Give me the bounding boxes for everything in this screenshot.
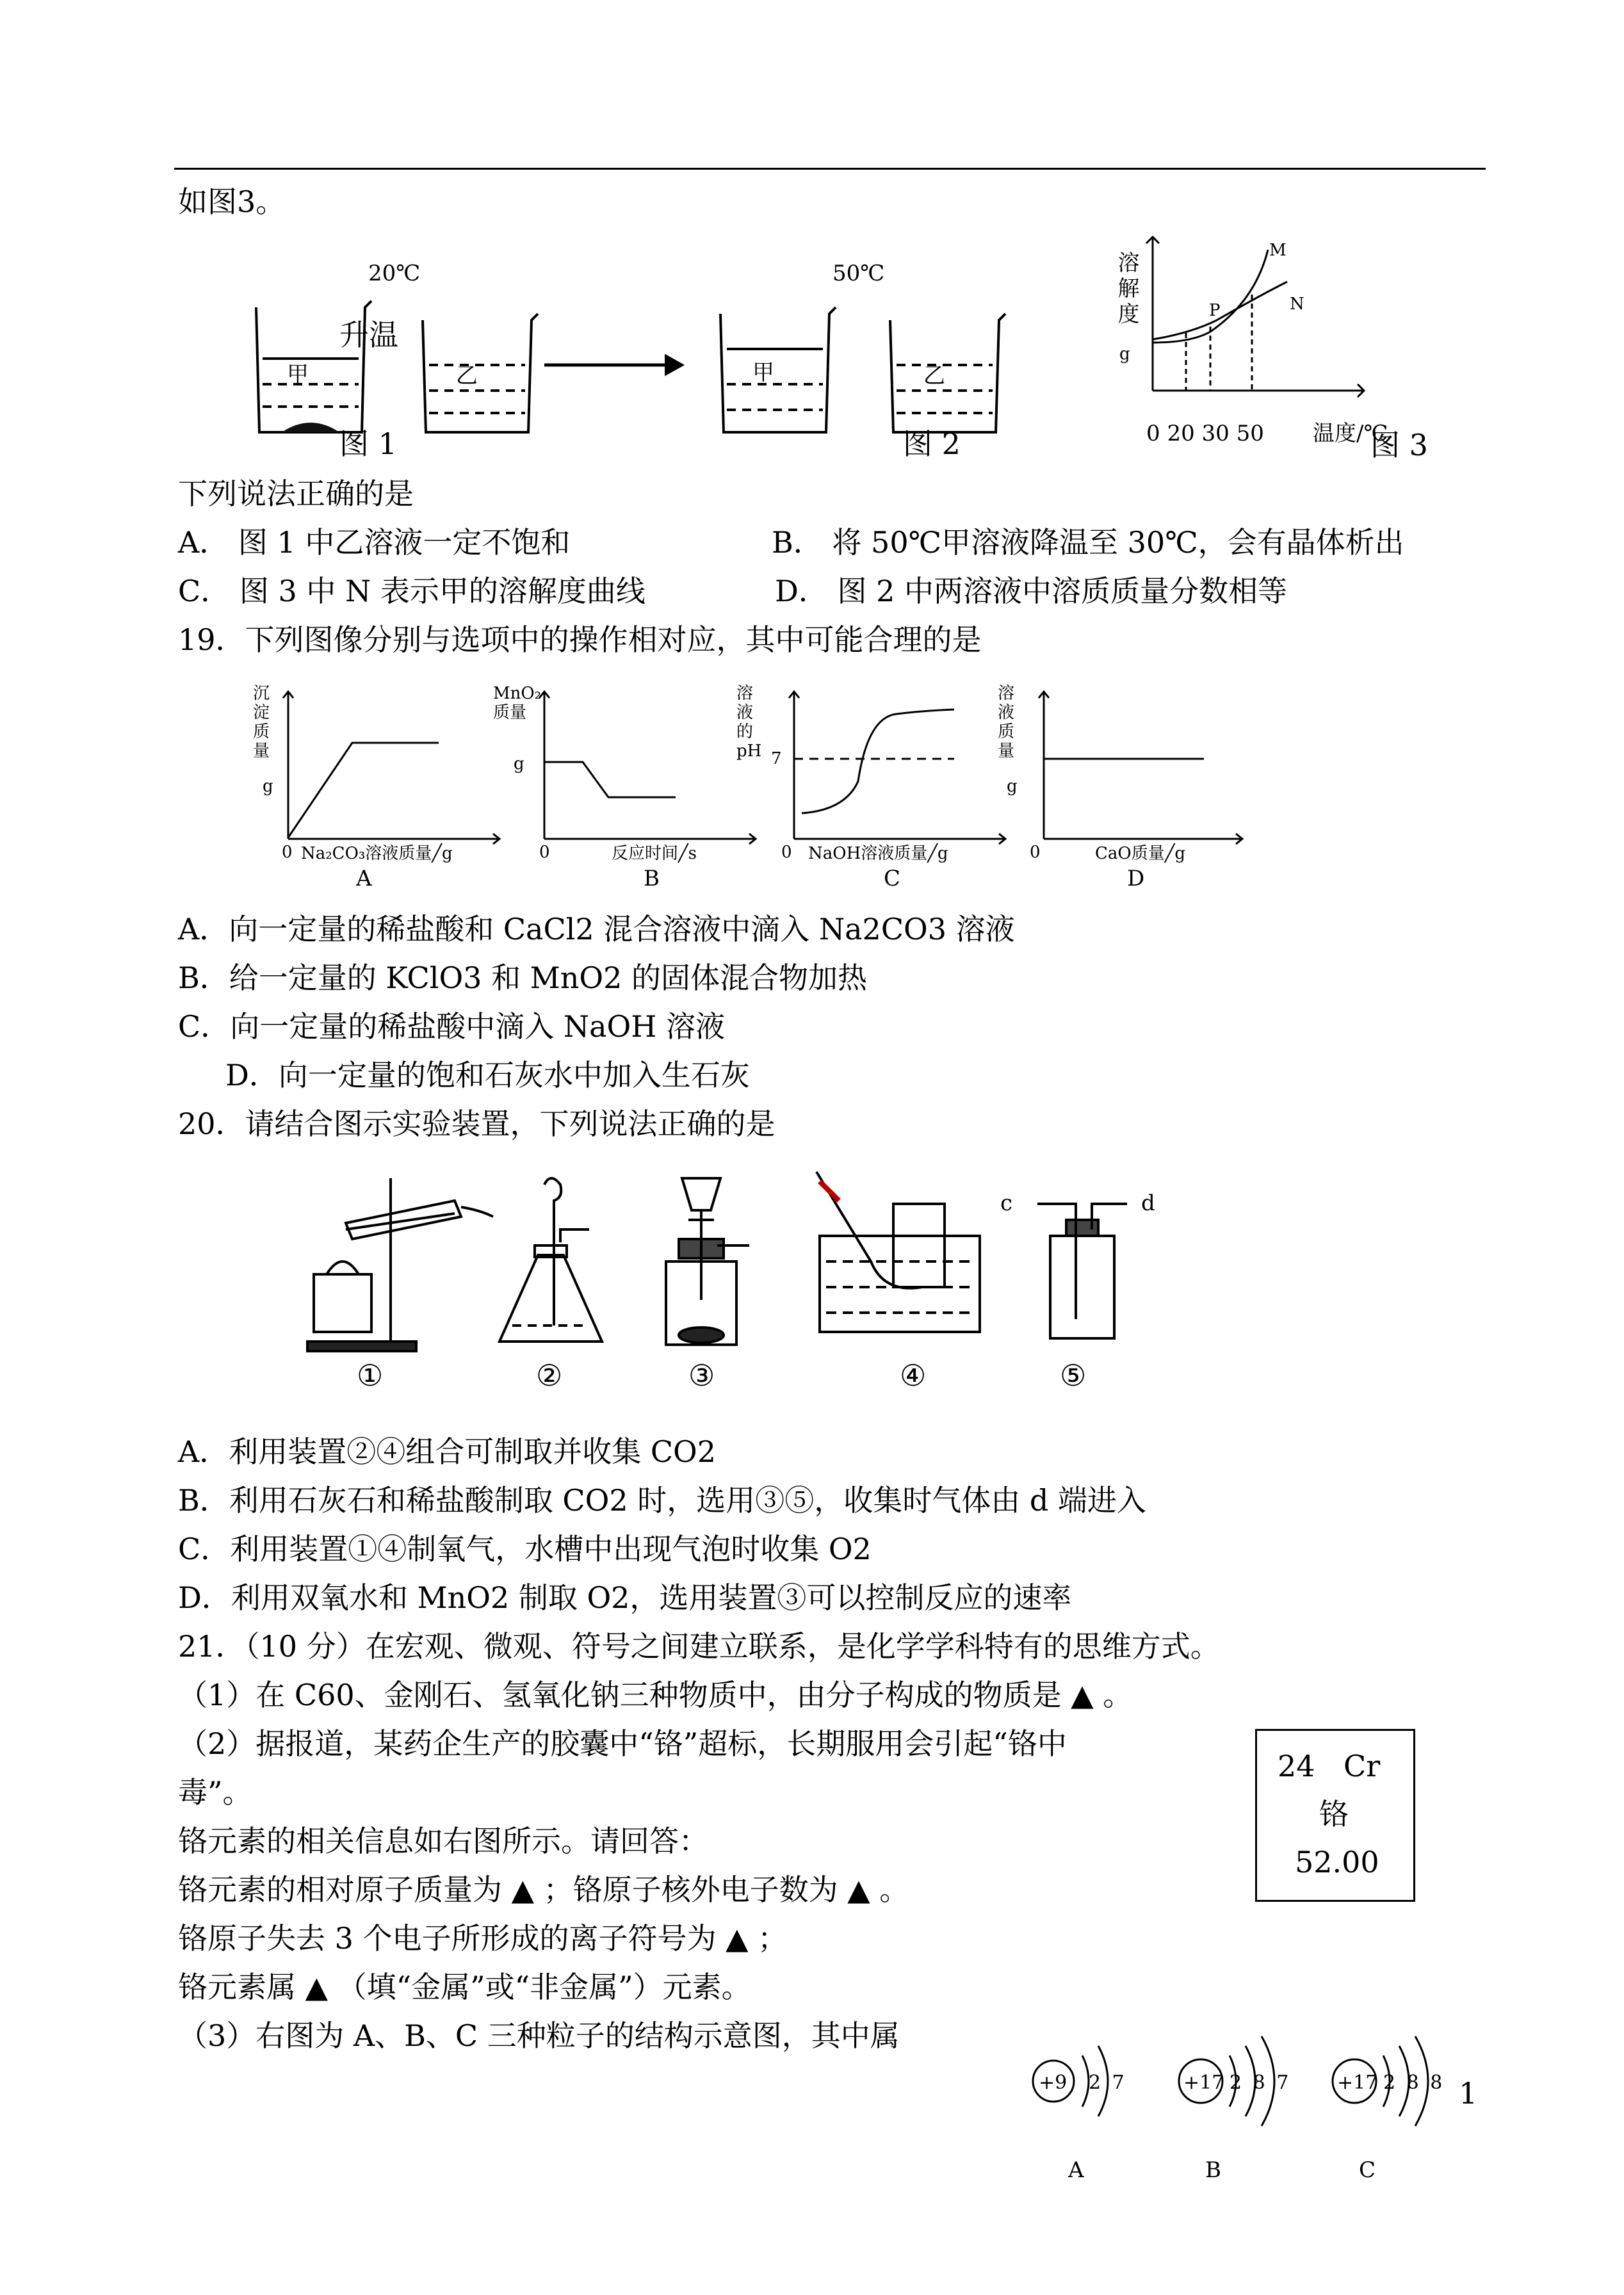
q21-stem: 21．（10 分）在宏观、微观、符号之间建立联系，是化学学科特有的思维方式。: [178, 1629, 1220, 1664]
q20-option-a: A．利用装置②④组合可制取并收集 CO2: [178, 1434, 717, 1469]
q19-b-letter: B: [644, 866, 660, 891]
q19-option-a: A．向一定量的稀盐酸和 CaCl2 混合溶液中滴入 Na2CO3 溶液: [178, 912, 1015, 946]
q19-d-yunit: g: [1007, 777, 1018, 796]
q19-d-ylabel: 溶液质量: [998, 684, 1015, 761]
fig3-ylabel: 溶解度: [1114, 251, 1139, 328]
beaker3-label: 甲: [752, 360, 774, 385]
lab-apparatus: [307, 1165, 1172, 1358]
q21-part2-line3: 铬元素的相关信息如右图所示。请回答：: [178, 1824, 708, 1858]
point-p-label: P: [1209, 301, 1221, 320]
particle-b-nucleus: +17: [1183, 2072, 1224, 2094]
fig2-label: 图 2: [903, 426, 961, 461]
q18-option-b: B． 将 50℃甲溶液降温至 30℃，会有晶体析出: [772, 525, 1404, 560]
apparatus-label-5: ⑤: [1060, 1358, 1087, 1393]
q19-stem: 19．下列图像分别与选项中的操作相对应，其中可能合理的是: [178, 622, 982, 657]
fig3-xlabel: 温度/℃: [1313, 421, 1388, 446]
q19-a-yunit: g: [263, 777, 273, 796]
intro-text: 如图3。: [178, 184, 286, 219]
element-name: 铬: [1319, 1797, 1349, 1831]
curve-n-label: N: [1290, 295, 1304, 314]
q19-d-xlabel: CaO质量╱g: [1095, 844, 1186, 863]
particle-c-nucleus: +17: [1337, 2072, 1378, 2094]
element-symbol: Cr: [1344, 1749, 1381, 1783]
temp-50: 50℃: [832, 261, 885, 286]
curve-m-label: M: [1269, 241, 1287, 260]
page-number: 1: [1459, 2076, 1478, 2111]
fig3-label: 图 3: [1370, 428, 1428, 462]
q19-graphs: [282, 685, 1242, 852]
arrow-label: 升温: [339, 318, 398, 352]
q19-a-ylabel: 沉淀质量: [253, 684, 270, 761]
q19-a-xlabel: Na₂CO₃溶液质量╱g: [301, 844, 453, 863]
q19-c-letter: C: [884, 866, 901, 891]
particle-diagrams: [1025, 1985, 1473, 2139]
particle-a-nucleus: +9: [1039, 2072, 1068, 2094]
q21-part2-line4: 铬元素的相对原子质量为 ▲ ；铬原子核外电子数为 ▲ 。: [178, 1872, 909, 1907]
q18-option-a: A． 图 1 中乙溶液一定不饱和: [178, 525, 571, 560]
q21-part2-line1: （2）据报道，某药企生产的胶囊中“铬”超标，长期服用会引起“铬中: [178, 1726, 1067, 1761]
q19-d-origin: 0: [1030, 843, 1041, 862]
q21-part3: （3）右图为 A、B、C 三种粒子的结构示意图，其中属: [178, 2018, 900, 2053]
q19-b-xlabel: 反应时间╱s: [612, 844, 697, 863]
q19-c-mark: 7: [771, 749, 782, 768]
q18-option-c: C． 图 3 中 N 表示甲的溶解度曲线: [178, 574, 646, 608]
q19-b-origin: 0: [539, 843, 550, 862]
particle-a-letter: A: [1068, 2157, 1084, 2183]
header-rule: [174, 168, 1486, 170]
q19-a-letter: A: [356, 866, 372, 891]
particle-c-shells: 2 8 8: [1383, 2072, 1445, 2094]
q20-option-d: D．利用双氧水和 MnO2 制取 O2，选用装置③可以控制反应的速率: [178, 1580, 1072, 1615]
q19-c-origin: 0: [781, 843, 792, 862]
solubility-graph: [1146, 231, 1370, 397]
q19-option-d: D．向一定量的饱和石灰水中加入生石灰: [225, 1058, 750, 1092]
element-number: 24: [1278, 1749, 1315, 1783]
q19-a-origin: 0: [282, 843, 293, 862]
fig1-label: 图 1: [339, 426, 397, 461]
q21-part2-line2: 毒”。: [178, 1775, 252, 1810]
q20-option-c: C．利用装置①④制氧气，水槽中出现气泡时收集 O2: [178, 1532, 872, 1566]
beaker1-label: 甲: [287, 362, 309, 387]
particle-b-shells: 2 8 7: [1230, 2072, 1292, 2094]
q19-d-letter: D: [1127, 866, 1145, 891]
q21-part2-line5: 铬原子失去 3 个电子所形成的离子符号为 ▲ ；: [178, 1921, 788, 1956]
q19-c-ylabel: 溶液的pH: [736, 684, 762, 761]
fig3-yunit: g: [1119, 345, 1130, 364]
q19-option-b: B．给一定量的 KClO3 和 MnO2 的固体混合物加热: [178, 961, 868, 995]
beaker4-label: 乙: [923, 363, 945, 389]
q18-option-d: D． 图 2 中两溶液中溶质质量分数相等: [775, 574, 1288, 608]
q21-part1: （1）在 C60、金刚石、氢氧化钠三种物质中，由分子构成的物质是 ▲ 。: [178, 1678, 1133, 1712]
q18-stem: 下列说法正确的是: [178, 476, 414, 511]
fig3-ticks: 0 20 30 50: [1146, 421, 1264, 446]
element-mass: 52.00: [1295, 1845, 1379, 1879]
q21-part2-line6: 铬元素属 ▲ （填“金属”或“非金属”）元素。: [178, 1970, 751, 2004]
apparatus-label-4: ④: [900, 1358, 927, 1393]
port-d: d: [1141, 1190, 1155, 1216]
q19-option-c: C．向一定量的稀盐酸中滴入 NaOH 溶液: [178, 1009, 725, 1044]
apparatus-label-3: ③: [688, 1358, 715, 1393]
particle-a-shells: 2 7: [1089, 2072, 1127, 2094]
temp-20: 20℃: [368, 261, 421, 286]
particle-b-letter: B: [1205, 2157, 1221, 2183]
q19-b-yunit: g: [514, 754, 524, 774]
port-c: c: [1000, 1190, 1013, 1216]
q20-stem: 20．请结合图示实验装置，下列说法正确的是: [178, 1107, 775, 1141]
q19-c-xlabel: NaOH溶液质量╱g: [808, 844, 948, 863]
apparatus-label-1: ①: [357, 1358, 384, 1393]
beaker2-label: 乙: [456, 363, 478, 389]
particle-c-letter: C: [1359, 2157, 1376, 2183]
q19-b-ylabel: MnO₂质量: [493, 684, 542, 722]
apparatus-label-2: ②: [536, 1358, 563, 1393]
q20-option-b: B．利用石灰石和稀盐酸制取 CO2 时，选用③⑤，收集时气体由 d 端进入: [178, 1483, 1146, 1518]
